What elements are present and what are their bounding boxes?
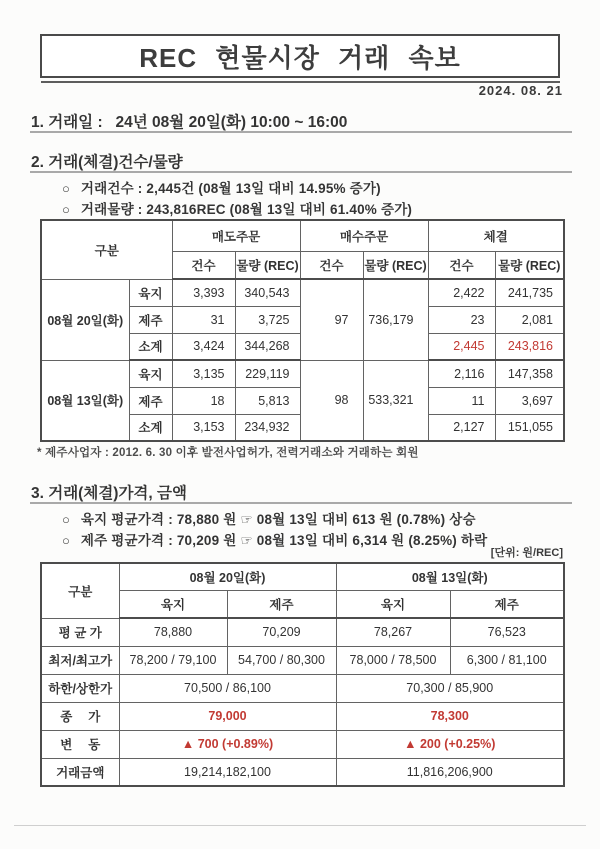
sell-volume-cell: 344,268 [235, 333, 300, 360]
min-max-cell: 78,200 / 79,100 [119, 646, 227, 674]
sell-volume-cell: 5,813 [235, 387, 300, 414]
table-row-min-max-price [41, 646, 564, 674]
exec-volume-cell: 151,055 [495, 414, 564, 441]
avg-price-cell: 78,267 [336, 618, 450, 646]
trade-volume-bullet [62, 198, 412, 218]
region-cell: 육지 [129, 360, 172, 387]
row-label: 종 가 [41, 702, 119, 730]
row-label: 최저/최고가 [41, 646, 119, 674]
subheader-count: 건수 [172, 252, 235, 280]
closing-price-cell: 78,300 [336, 702, 564, 730]
trade-count-text: 거래건수 : 2,445건 (08월 13일 대비 14.95% 증가) [80, 181, 381, 196]
exec-count-cell: 2,422 [428, 279, 495, 306]
subheader-count: 건수 [300, 252, 363, 280]
table-row-aug13-land [41, 360, 564, 387]
table-row-average-price [41, 618, 564, 646]
subheader-jeju: 제주 [227, 591, 336, 619]
header-executed: 체결 [428, 220, 564, 252]
section-1-underline [30, 131, 572, 133]
subheader-count: 건수 [428, 252, 495, 280]
jeju-footnote: * 제주사업자 : 2012. 6. 30 이후 발전사업허가, 전력거래소와 거래하는 회원 [37, 447, 419, 459]
section-2-heading: 2. 거래(체결)건수/물량 [31, 154, 183, 171]
change-cell: ▲ 700 (+0.89%) [119, 730, 336, 758]
table-row-aug20-land [41, 279, 564, 306]
table-header-row [41, 563, 564, 591]
table-row-trade-amount [41, 758, 564, 786]
price-amount-table [40, 562, 565, 787]
table-subheader-row [41, 591, 564, 619]
table-row-closing-price [41, 702, 564, 730]
exec-count-total-cell: 2,445 [428, 333, 495, 360]
sell-count-cell: 3,135 [172, 360, 235, 387]
sell-count-cell: 3,153 [172, 414, 235, 441]
subheader-volume: 물량 (REC) [235, 252, 300, 280]
sell-count-cell: 31 [172, 306, 235, 333]
table-row-limit-price [41, 674, 564, 702]
exec-count-cell: 2,116 [428, 360, 495, 387]
circle-bullet-icon: ○ [62, 533, 70, 548]
row-label: 하한/상한가 [41, 674, 119, 702]
title-box [40, 34, 560, 78]
subheader-volume: 물량 (REC) [495, 252, 564, 280]
limit-price-cell: 70,300 / 85,900 [336, 674, 564, 702]
page-title: REC 현물시장 거래 속보 [139, 42, 461, 73]
scan-artifact-line [14, 825, 586, 826]
trade-amount-cell: 19,214,182,100 [119, 758, 336, 786]
jeju-avg-price-text: 제주 평균가격 : 70,209 원 ☞ 08월 13일 대비 6,314 원 (8.25%) 하락 [80, 533, 488, 548]
land-avg-price-bullet [62, 508, 476, 528]
circle-bullet-icon: ○ [62, 202, 70, 217]
header-sell-orders: 매도주문 [172, 220, 300, 252]
subheader-land: 육지 [336, 591, 450, 619]
exec-volume-cell: 147,358 [495, 360, 564, 387]
exec-count-cell: 2,127 [428, 414, 495, 441]
exec-volume-cell: 2,081 [495, 306, 564, 333]
sell-count-cell: 18 [172, 387, 235, 414]
subheader-jeju: 제주 [450, 591, 564, 619]
subheader-land: 육지 [119, 591, 227, 619]
closing-price-cell: 79,000 [119, 702, 336, 730]
circle-bullet-icon: ○ [62, 512, 70, 527]
exec-count-cell: 11 [428, 387, 495, 414]
header-date-aug13: 08월 13일(화) [336, 563, 564, 591]
section-1-heading: 1. 거래일 : 24년 08월 20일(화) 10:00 ~ 16:00 [31, 114, 348, 131]
date-cell: 08월 13일(화) [41, 360, 129, 441]
limit-price-cell: 70,500 / 86,100 [119, 674, 336, 702]
row-label: 변 동 [41, 730, 119, 758]
circle-bullet-icon: ○ [62, 181, 70, 196]
min-max-cell: 78,000 / 78,500 [336, 646, 450, 674]
change-cell: ▲ 200 (+0.25%) [336, 730, 564, 758]
buy-volume-cell: 533,321 [363, 360, 428, 441]
min-max-cell: 54,700 / 80,300 [227, 646, 336, 674]
region-cell: 제주 [129, 387, 172, 414]
sell-volume-cell: 234,932 [235, 414, 300, 441]
exec-volume-cell: 3,697 [495, 387, 564, 414]
buy-volume-cell: 736,179 [363, 279, 428, 360]
exec-volume-total-cell: 243,816 [495, 333, 564, 360]
avg-price-cell: 76,523 [450, 618, 564, 646]
header-gubun: 구분 [41, 563, 119, 618]
row-label: 평 균 가 [41, 618, 119, 646]
min-max-cell: 6,300 / 81,100 [450, 646, 564, 674]
sell-volume-cell: 229,119 [235, 360, 300, 387]
avg-price-cell: 78,880 [119, 618, 227, 646]
sell-count-cell: 3,424 [172, 333, 235, 360]
sell-volume-cell: 3,725 [235, 306, 300, 333]
header-date-aug20: 08월 20일(화) [119, 563, 336, 591]
trade-count-bullet [62, 177, 381, 197]
section-3-heading: 3. 거래(체결)가격, 금액 [31, 485, 187, 502]
table-row-change [41, 730, 564, 758]
buy-count-cell: 98 [300, 360, 363, 441]
section-3-underline [30, 502, 572, 504]
sell-volume-cell: 340,543 [235, 279, 300, 306]
exec-volume-cell: 241,735 [495, 279, 564, 306]
row-label: 거래금액 [41, 758, 119, 786]
trade-volume-text: 거래물량 : 243,816REC (08월 13일 대비 61.40% 증가) [80, 202, 413, 217]
region-cell: 소계 [129, 414, 172, 441]
table-header-row [41, 220, 564, 252]
header-buy-orders: 매수주문 [300, 220, 428, 252]
date-cell: 08월 20일(화) [41, 279, 129, 360]
sell-count-cell: 3,393 [172, 279, 235, 306]
unit-label: [단위: 원/REC] [490, 547, 563, 559]
jeju-avg-price-bullet [62, 529, 487, 549]
header-gubun: 구분 [41, 220, 172, 279]
section-2-underline [30, 171, 572, 173]
buy-count-cell: 97 [300, 279, 363, 360]
region-cell: 육지 [129, 279, 172, 306]
trade-amount-cell: 11,816,206,900 [336, 758, 564, 786]
exec-count-cell: 23 [428, 306, 495, 333]
land-avg-price-text: 육지 평균가격 : 78,880 원 ☞ 08월 13일 대비 613 원 (0.78%) 상승 [80, 512, 476, 527]
region-cell: 제주 [129, 306, 172, 333]
subheader-volume: 물량 (REC) [363, 252, 428, 280]
trade-count-volume-table [40, 219, 565, 442]
region-cell: 소계 [129, 333, 172, 360]
document-date: 2024. 08. 21 [478, 83, 563, 98]
avg-price-cell: 70,209 [227, 618, 336, 646]
